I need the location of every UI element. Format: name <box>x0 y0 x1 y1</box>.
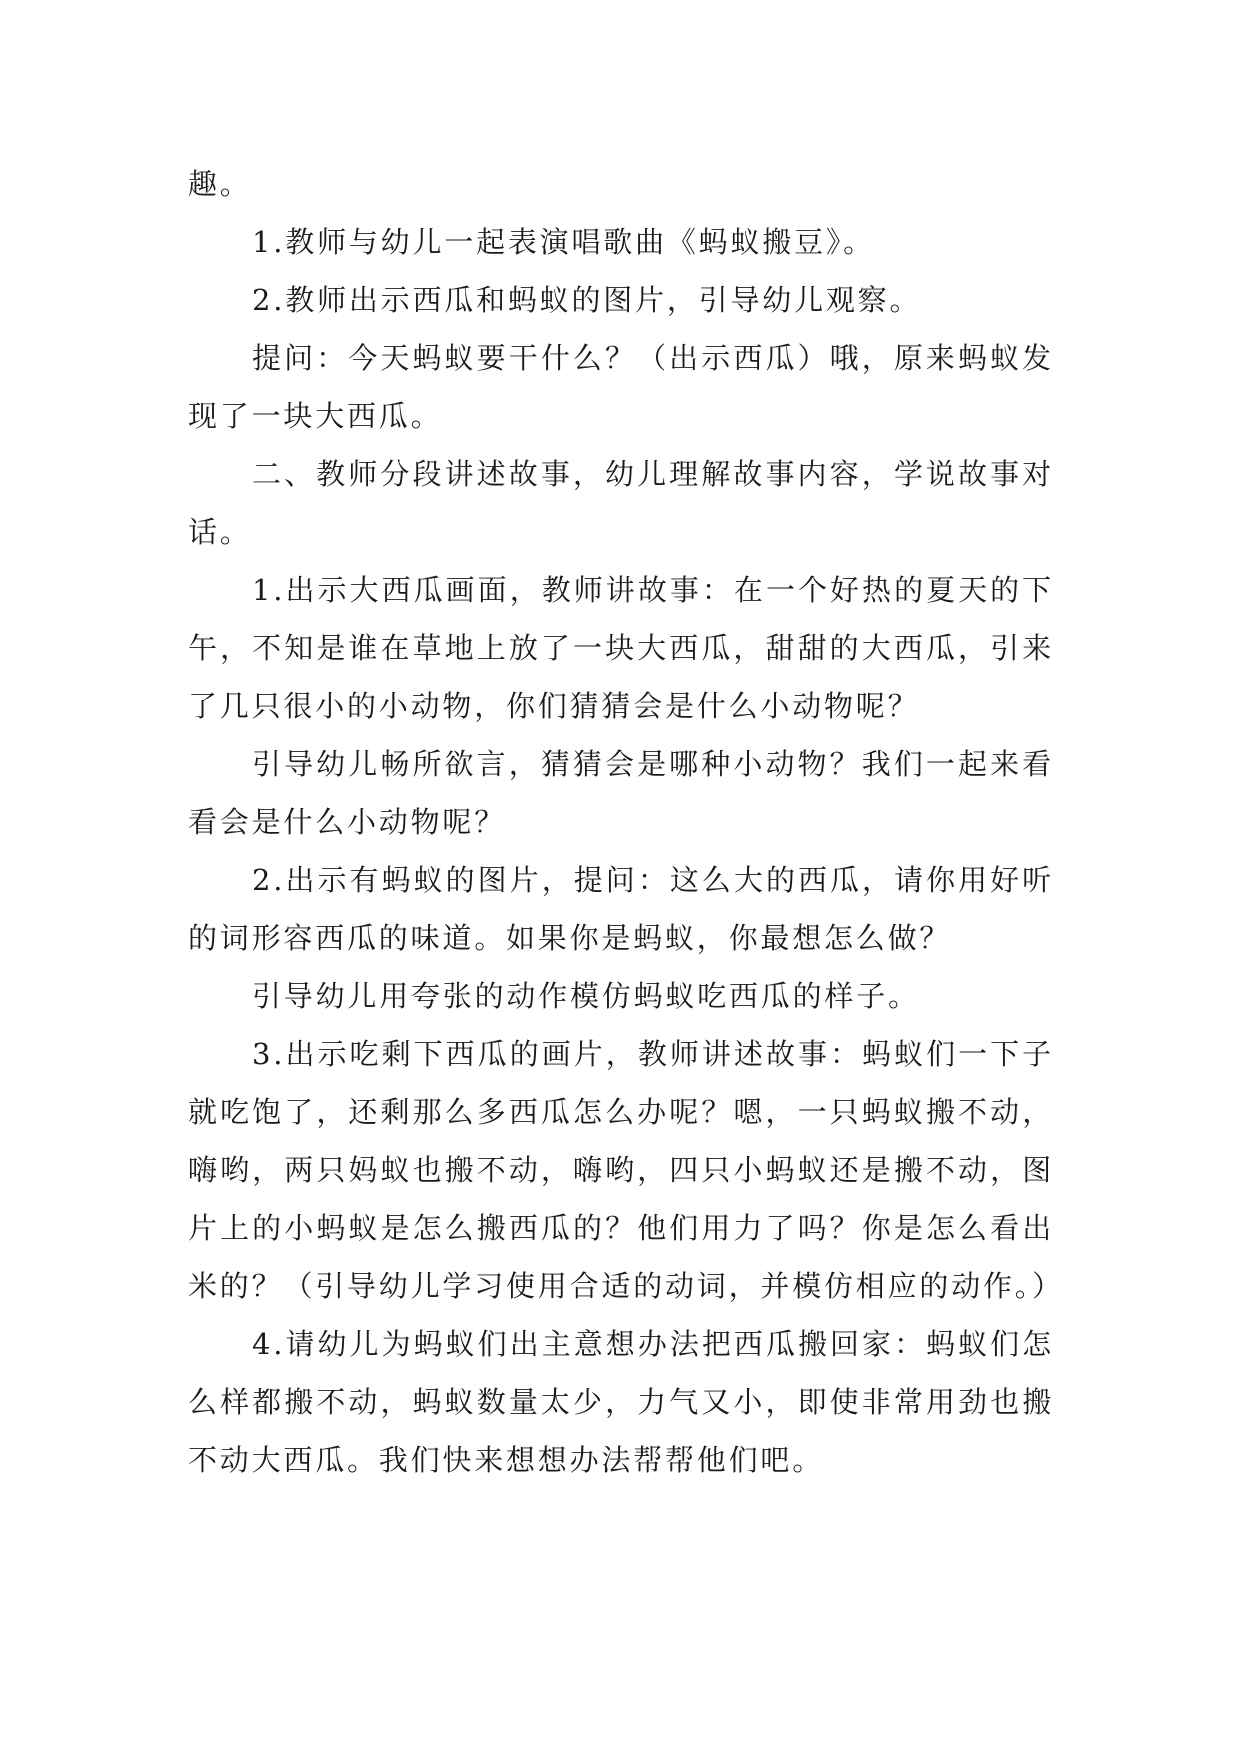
paragraph-story-1: 1.出示大西瓜画面，教师讲故事：在一个好热的夏天的下午，不知是谁在草地上放了一块大西瓜，甜甜的大西瓜，引来了几只很小的小动物，你们猜猜会是什么小动物呢？ <box>188 573 1054 723</box>
paragraph-story-3: 3.出示吃剩下西瓜的画片，教师讲述故事：蚂蚁们一下子就吃饱了，还剩那么多西瓜怎么办呢？嗯，一只蚂蚁搬不动，嗨哟，两只妈蚁也搬不动，嗨哟，四只小蚂蚁还是搬不动，图片上的小蚂蚁是怎么搬西瓜的？他们用力了吗？你是怎么看出米的？（引导幼儿学习使用合适的动词，并模仿相应的动作。） <box>188 1037 1064 1303</box>
paragraph-guide-1: 引导幼儿畅所欲言，猜猜会是哪种小动物？我们一起来看看会是什么小动物呢？ <box>188 747 1054 839</box>
paragraph-step-1-song: 1.教师与幼儿一起表演唱歌曲《蚂蚁搬豆》。 <box>252 225 875 259</box>
paragraph-story-4: 4.请幼儿为蚂蚁们出主意想办法把西瓜搬回家：蚂蚁们怎么样都搬不动，蚂蚁数量太少，力气又小，即使非常用劲也搬不动大西瓜。我们快来想想办法帮帮他们吧。 <box>188 1327 1054 1477</box>
paragraph-step-2-observe: 2.教师出示西瓜和蚂蚁的图片，引导幼儿观察。 <box>252 283 922 317</box>
paragraph-continuation: 趣。 <box>188 167 252 201</box>
paragraph-story-2: 2.出示有蚂蚁的图片，提问：这么大的西瓜，请你用好听的词形容西瓜的味道。如果你是蚂蚁，你最想怎么做？ <box>188 863 1054 955</box>
paragraph-guide-2: 引导幼儿用夸张的动作模仿蚂蚁吃西瓜的样子。 <box>252 979 920 1013</box>
document-body <box>188 155 1064 1489</box>
section-heading-two: 二、教师分段讲述故事，幼儿理解故事内容，学说故事对话。 <box>188 457 1054 549</box>
paragraph-question: 提问：今天蚂蚁要干什么？（出示西瓜）哦，原来蚂蚁发现了一块大西瓜。 <box>188 341 1054 433</box>
